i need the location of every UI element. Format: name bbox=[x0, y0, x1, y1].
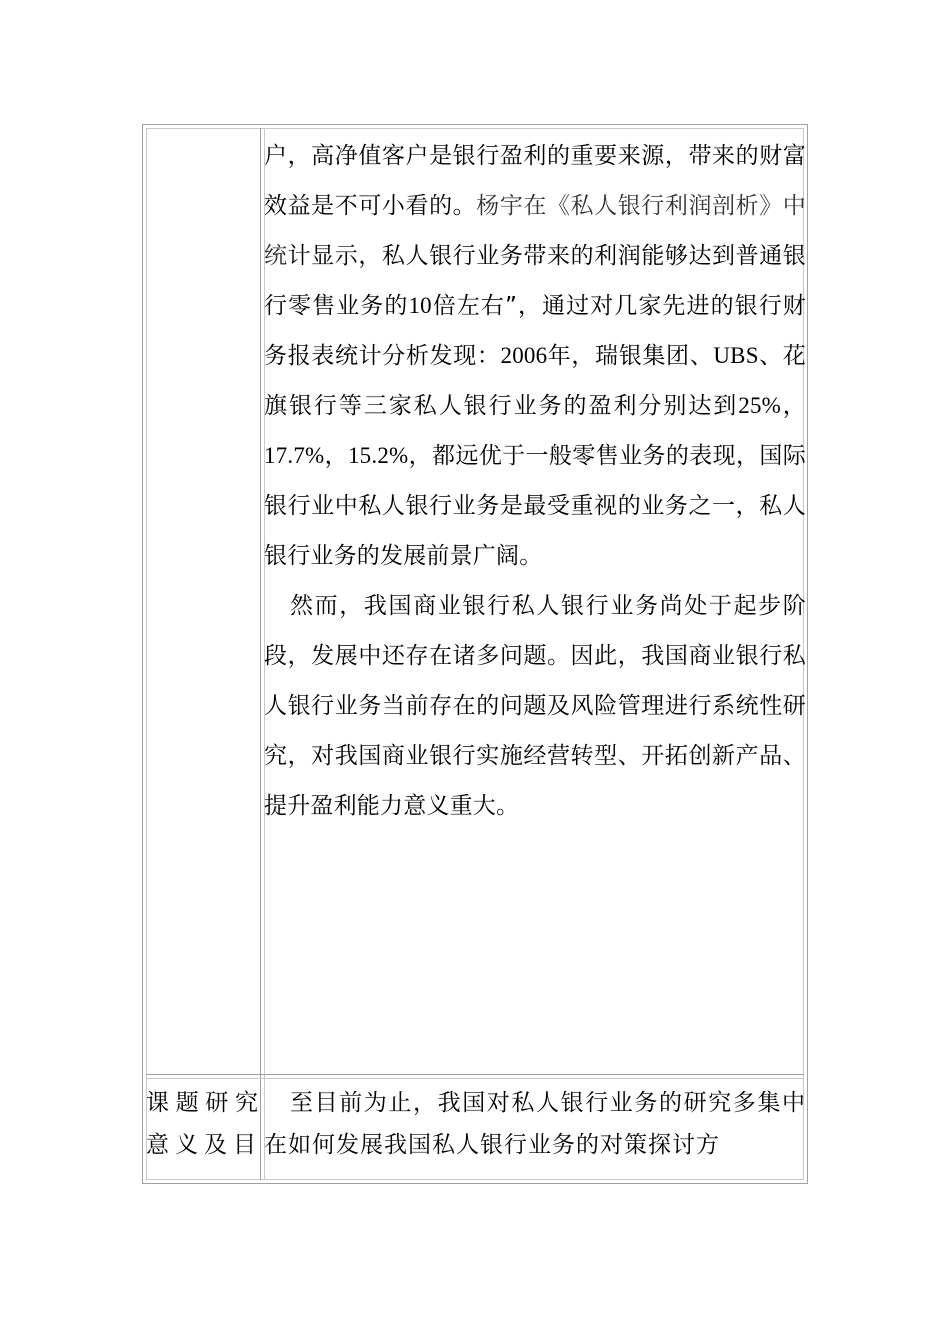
research-background-cell bbox=[264, 131, 806, 831]
year: 2006 bbox=[500, 343, 548, 368]
text-run: 年，瑞银集团、 bbox=[547, 343, 714, 369]
paragraph-1 bbox=[264, 131, 806, 581]
citation-run: 杨宇在《私人银行利润剖析》中统 bbox=[264, 193, 806, 269]
text-run: 倍左右”，通过对几家先进的银行财务报表统计分析发现： bbox=[264, 293, 807, 369]
row-divider-inner bbox=[146, 1078, 804, 1079]
table-inner-border-left bbox=[146, 128, 147, 1180]
paragraph-2: 然而，我国商业银行私人银行业务尚处于起步阶段，发展中还存在诸多问题。因此，我国商业银行私人银行业务当前存在的问题及风险管理进行系统性研究，对我国商业银行实施经营转型、开拓创新产品、提升盈利能力意义重大。 bbox=[264, 593, 806, 819]
number: 10 bbox=[408, 293, 432, 318]
percentages: 25%，17.7%，15.2% bbox=[264, 393, 806, 468]
text-run: 计显示，私人银行业务带来的利润能够达到普通银行零售业务的 bbox=[264, 243, 807, 319]
text-run: 、花旗银行等三家私人银行业务的盈利分别达到 bbox=[264, 343, 806, 419]
paragraph-significance: 至目前为止，我国对私人银行业务的研究多集中在如何发展我国私人银行业务的对策探讨方 bbox=[264, 1090, 806, 1158]
row-divider bbox=[146, 1074, 804, 1075]
table-inner-border-bottom bbox=[146, 1179, 804, 1180]
text-run: ，都远优于一般零售业务的表现，国际银行业中私人银行业务是最受重视的业务之一，私人银行业务的发展前景广阔。 bbox=[264, 443, 806, 569]
text-run: 户，高净值客户是银行盈利的重要来源，带来的财富效益是不可小看的。 bbox=[264, 143, 806, 219]
table-inner-border-top bbox=[146, 128, 804, 129]
research-significance-cell bbox=[264, 1082, 806, 1166]
column-divider bbox=[260, 128, 261, 1180]
row-label-research-significance: 课题研究意义及目 bbox=[146, 1090, 264, 1158]
bank-name: UBS bbox=[713, 343, 759, 368]
